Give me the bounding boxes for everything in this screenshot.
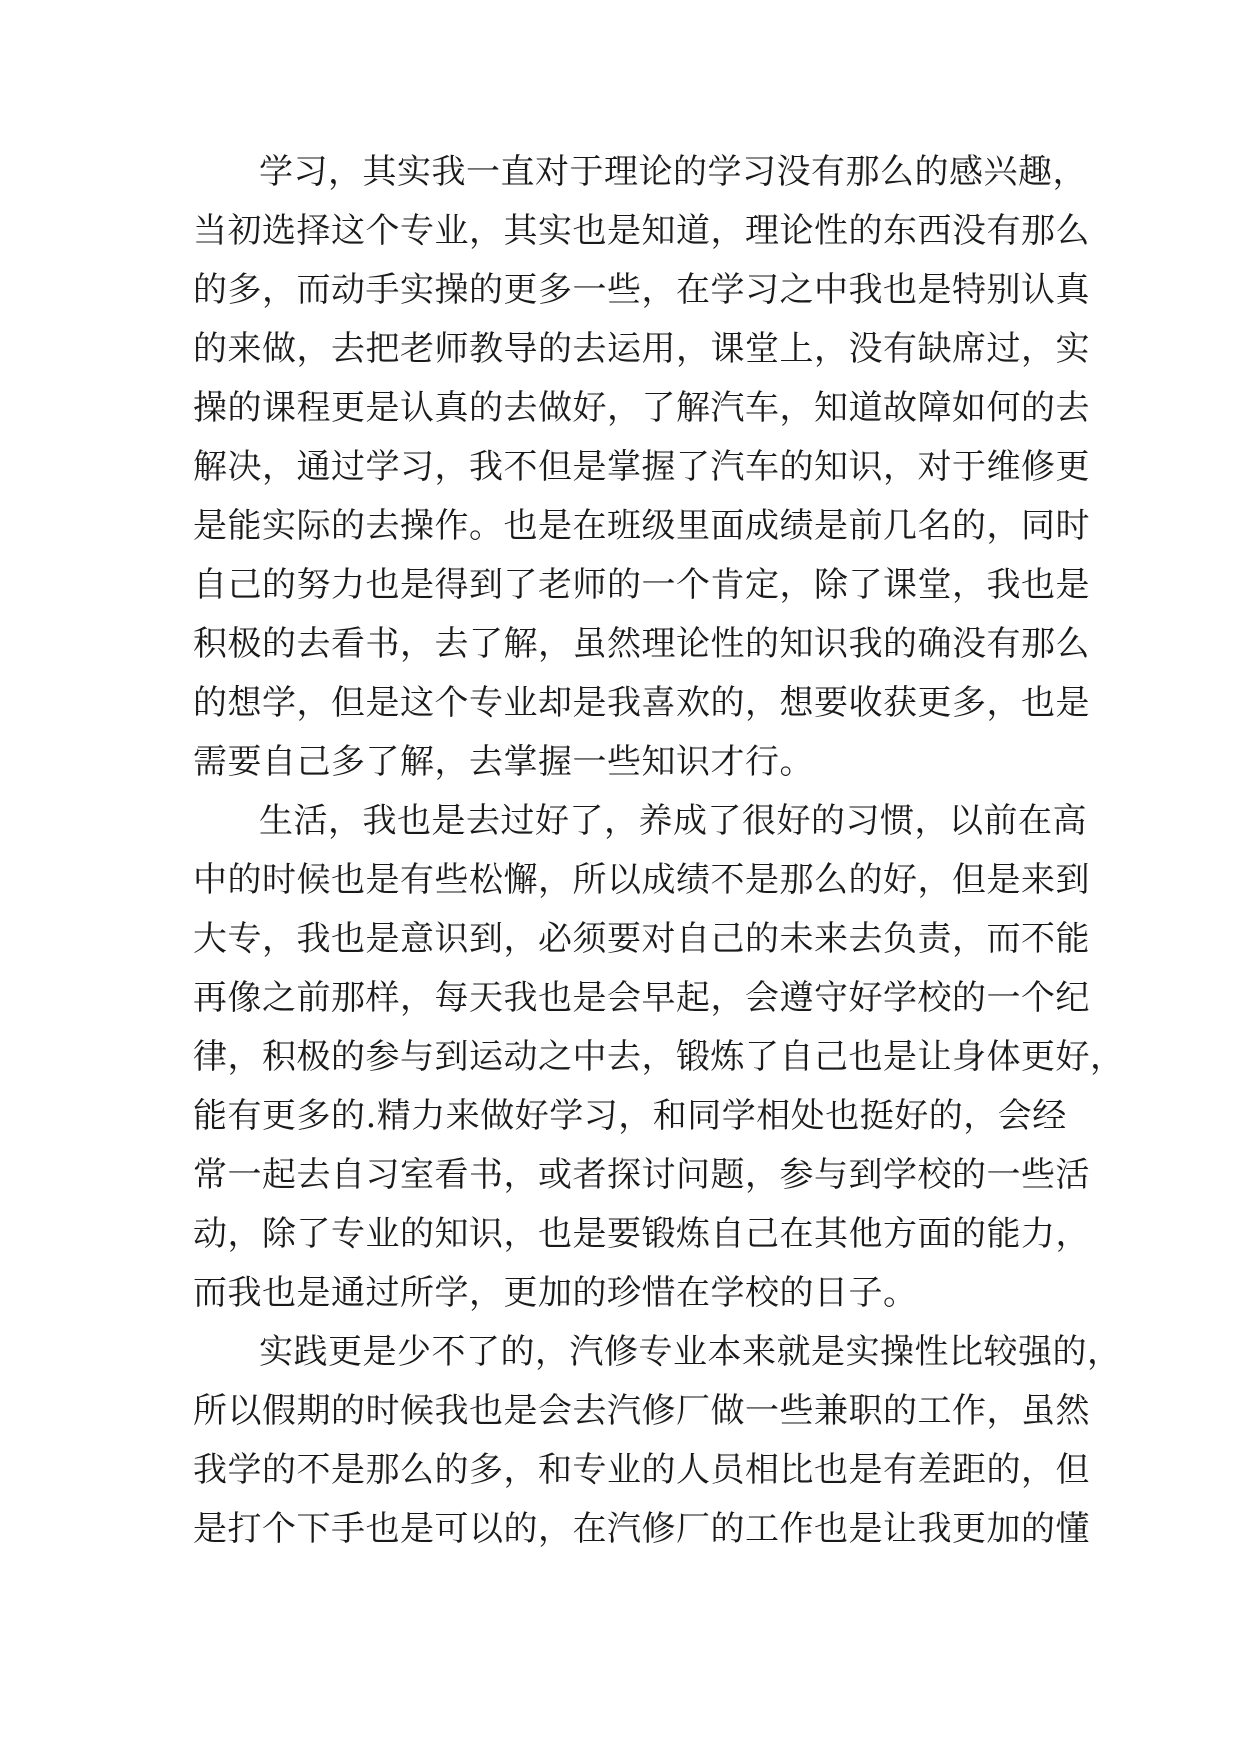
text-line: 当初选择这个专业，其实也是知道，理论性的东西没有那么 [193, 211, 1090, 251]
text-line: 是打个下手也是可以的，在汽修厂的工作也是让我更加的懂 [193, 1509, 1090, 1549]
text-line: 需要自己多了解，去掌握一些知识才行。 [193, 742, 814, 782]
text-line: 的想学，但是这个专业却是我喜欢的，想要收获更多，也是 [193, 683, 1090, 723]
text-line: 解决，通过学习，我不但是掌握了汽车的知识，对于维修更 [193, 447, 1090, 487]
text-line: 律，积极的参与到运动之中去，锻炼了自己也是让身体更好， [193, 1037, 1125, 1077]
text-line: 自己的努力也是得到了老师的一个肯定，除了课堂，我也是 [193, 565, 1090, 605]
text-line: 实践更是少不了的，汽修专业本来就是实操性比较强的， [259, 1332, 1122, 1372]
text-line: 是能实际的去操作。也是在班级里面成绩是前几名的，同时 [193, 506, 1090, 546]
text-line: 积极的去看书，去了解，虽然理论性的知识我的确没有那么 [193, 624, 1090, 664]
text-line: 能有更多的.精力来做好学习，和同学相处也挺好的，会经 [193, 1096, 1067, 1136]
text-line: 的来做，去把老师教导的去运用，课堂上，没有缺席过，实 [193, 329, 1090, 369]
text-line: 再像之前那样，每天我也是会早起，会遵守好学校的一个纪 [193, 978, 1090, 1018]
text-line: 操的课程更是认真的去做好，了解汽车，知道故障如何的去 [193, 388, 1090, 428]
text-line: 所以假期的时候我也是会去汽修厂做一些兼职的工作，虽然 [193, 1391, 1090, 1431]
text-line: 生活，我也是去过好了，养成了很好的习惯，以前在高 [259, 801, 1087, 841]
text-line: 而我也是通过所学，更加的珍惜在学校的日子。 [193, 1273, 918, 1313]
text-line: 的多，而动手实操的更多一些，在学习之中我也是特别认真 [193, 270, 1090, 310]
text-line: 学习，其实我一直对于理论的学习没有那么的感兴趣， [259, 152, 1087, 192]
text-line: 大专，我也是意识到，必须要对自己的未来去负责，而不能 [193, 919, 1090, 959]
text-line: 常一起去自习室看书，或者探讨问题，参与到学校的一些活 [193, 1155, 1090, 1195]
text-line: 动，除了专业的知识，也是要锻炼自己在其他方面的能力， [193, 1214, 1090, 1254]
text-line: 我学的不是那么的多，和专业的人员相比也是有差距的，但 [193, 1450, 1090, 1490]
text-line: 中的时候也是有些松懈，所以成绩不是那么的好，但是来到 [193, 860, 1090, 900]
